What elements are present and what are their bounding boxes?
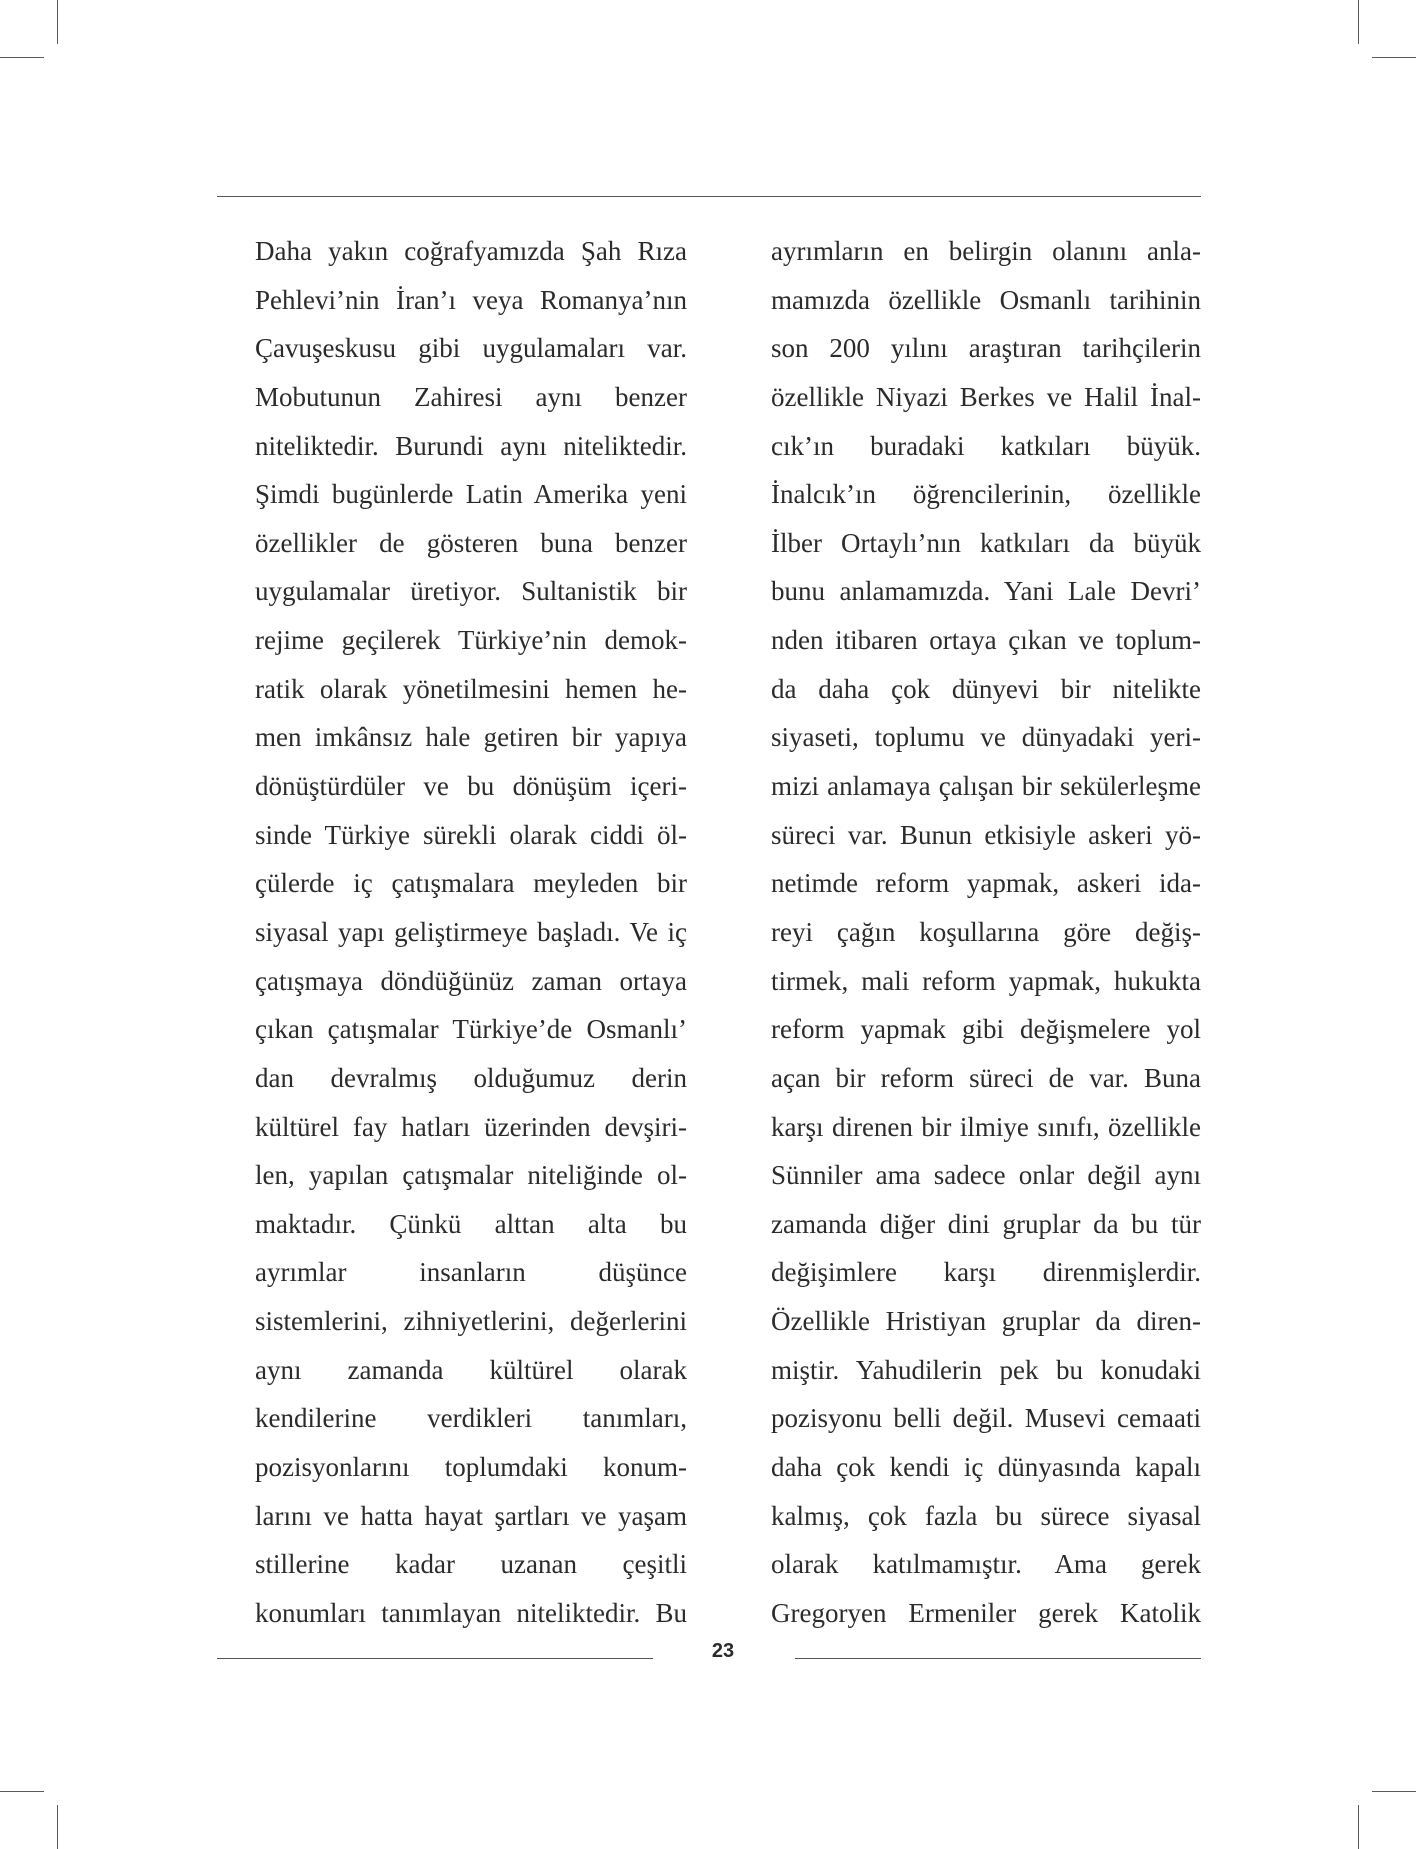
- text-line: karşı direnen bir ilmiye sınıfı, özellikle: [771, 1111, 1201, 1142]
- text-line: Daha yakın coğrafyamızda Şah Rıza: [255, 236, 687, 266]
- text-line: açan bir reform süreci de var. Buna: [771, 1062, 1201, 1093]
- text-line: çatışmaya döndüğünüz zaman ortaya: [255, 965, 687, 996]
- text-line: Özellikle Hristiyan gruplar da diren-: [771, 1306, 1201, 1337]
- text-line: daha çok kendi iç dünyasında kapalı: [771, 1452, 1201, 1483]
- text-line: dan devralmış olduğumuz derin: [255, 1062, 687, 1093]
- text-line: nden itibaren ortaya çıkan ve toplum-: [771, 625, 1201, 656]
- text-line: rejime geçilerek Türkiye’nin demok-: [255, 625, 687, 656]
- crop-mark: [1372, 1791, 1416, 1792]
- text-line: cık’ın buradaki katkıları büyük.: [771, 430, 1201, 461]
- text-line: kültürel fay hatları üzerinden devşiri-: [255, 1111, 687, 1142]
- text-line: Gregoryen Ermeniler gerek Katolik: [771, 1597, 1201, 1628]
- footer-rule-right: [795, 1658, 1201, 1659]
- crop-mark: [0, 1791, 44, 1792]
- header-rule: [217, 196, 1201, 197]
- text-line: sinde Türkiye sürekli olarak ciddi öl-: [255, 819, 687, 850]
- text-line: olarak katılmamıştır. Ama gerek: [771, 1549, 1201, 1580]
- text-line: İnalcık’ın öğrencilerinin, özellikle: [771, 479, 1201, 510]
- text-line: değişimlere karşı direnmişlerdir.: [771, 1257, 1201, 1288]
- crop-mark: [57, 1805, 58, 1849]
- text-line: siyasal yapı geliştirmeye başladı. Ve iç: [255, 916, 687, 947]
- text-line: ayrımlar insanların düşünce: [255, 1257, 687, 1288]
- text-line: kendilerine verdikleri tanımları,: [255, 1403, 687, 1434]
- text-line: da daha çok dünyevi bir nitelikte: [771, 673, 1201, 704]
- text-line: Şimdi bugünlerde Latin Amerika yeni: [255, 479, 687, 510]
- text-line: son 200 yılını araştıran tarihçilerin: [771, 333, 1201, 364]
- text-line: Çavuşeskusu gibi uygulamaları var.: [255, 333, 687, 364]
- text-line: reyi çağın koşullarına göre değiş-: [771, 916, 1201, 947]
- text-line: İlber Ortaylı’nın katkıları da büyük: [771, 527, 1201, 558]
- right-text-column: [771, 227, 1201, 1638]
- crop-mark: [1372, 57, 1416, 58]
- footer-rule-left: [217, 1658, 653, 1659]
- text-line: ayrımların en belirgin olanını anla-: [771, 236, 1201, 266]
- text-line: dönüştürdüler ve bu dönüşüm içeri-: [255, 771, 687, 802]
- text-line: mizi anlamaya çalışan bir sekülerleşme: [771, 771, 1201, 802]
- text-line: siyaseti, toplumu ve dünyadaki yeri-: [771, 722, 1201, 753]
- text-line: Pehlevi’nin İran’ı veya Romanya’nın: [255, 284, 687, 315]
- text-line: özellikle Niyazi Berkes ve Halil İnal-: [771, 381, 1201, 412]
- text-line: reform yapmak gibi değişmelere yol: [771, 1014, 1201, 1045]
- text-line: özellikler de gösteren buna benzer: [255, 527, 687, 558]
- text-line: pozisyonu belli değil. Musevi cemaati: [771, 1403, 1201, 1434]
- text-line: zamanda diğer dini gruplar da bu tür: [771, 1208, 1201, 1239]
- crop-mark: [57, 0, 58, 44]
- text-line: kalmış, çok fazla bu sürece siyasal: [771, 1500, 1201, 1531]
- text-line: Mobutunun Zahiresi aynı benzer: [255, 381, 687, 412]
- text-line: niteliktedir. Burundi aynı niteliktedir.: [255, 430, 687, 461]
- text-line: Sünniler ama sadece onlar değil aynı: [771, 1160, 1201, 1191]
- text-line: stillerine kadar uzanan çeşitli: [255, 1549, 687, 1580]
- text-line: mamızda özellikle Osmanlı tarihinin: [771, 284, 1201, 315]
- crop-mark: [0, 57, 44, 58]
- text-line: sistemlerini, zihniyetlerini, değerlerini: [255, 1306, 687, 1337]
- text-line: miştir. Yahudilerin pek bu konudaki: [771, 1354, 1201, 1385]
- text-line: bunu anlamamızda. Yani Lale Devri’: [771, 576, 1201, 607]
- text-line: ratik olarak yönetilmesini hemen he-: [255, 673, 687, 704]
- text-line: aynı zamanda kültürel olarak: [255, 1354, 687, 1385]
- text-line: süreci var. Bunun etkisiyle askeri yö-: [771, 819, 1201, 850]
- left-text-column: [255, 227, 687, 1638]
- text-line: çıkan çatışmalar Türkiye’de Osmanlı’: [255, 1014, 687, 1045]
- text-line: larını ve hatta hayat şartları ve yaşam: [255, 1500, 687, 1531]
- crop-mark: [1358, 1805, 1359, 1849]
- crop-mark: [1358, 0, 1359, 44]
- text-line: pozisyonlarını toplumdaki konum-: [255, 1452, 687, 1483]
- page-number: 23: [711, 1640, 735, 1662]
- text-line: netimde reform yapmak, askeri ida-: [771, 868, 1201, 899]
- text-line: tirmek, mali reform yapmak, hukukta: [771, 965, 1201, 996]
- text-line: uygulamalar üretiyor. Sultanistik bir: [255, 576, 687, 607]
- text-line: len, yapılan çatışmalar niteliğinde ol-: [255, 1160, 687, 1191]
- text-line: men imkânsız hale getiren bir yapıya: [255, 722, 687, 753]
- text-line: konumları tanımlayan niteliktedir. Bu: [255, 1597, 687, 1628]
- text-line: maktadır. Çünkü alttan alta bu: [255, 1208, 687, 1239]
- text-line: çülerde iç çatışmalara meyleden bir: [255, 868, 687, 899]
